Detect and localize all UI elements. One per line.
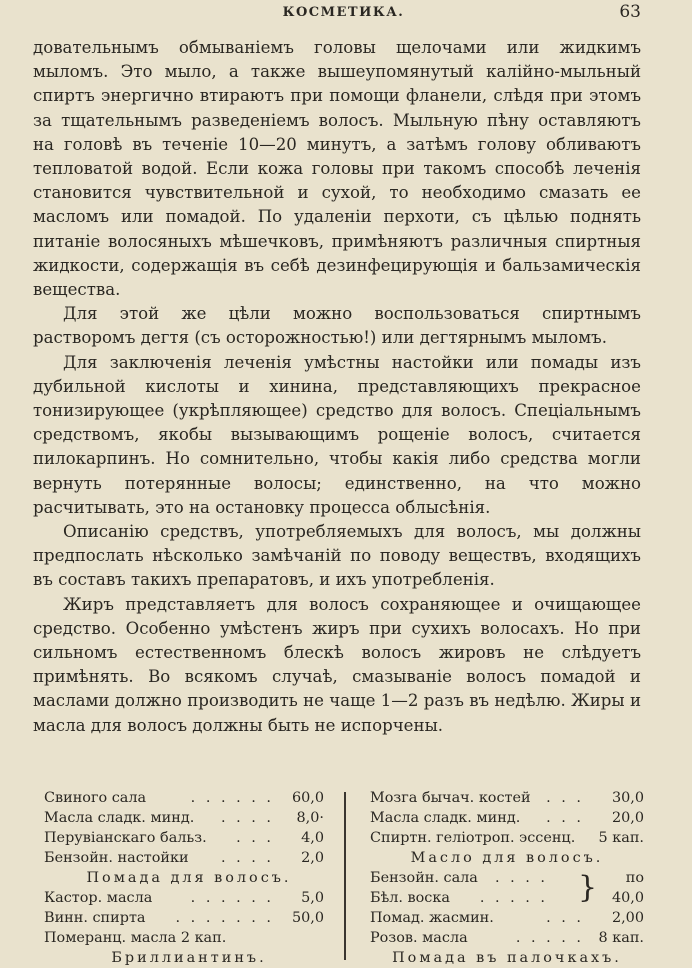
recipe-column-right bbox=[370, 788, 644, 968]
column-divider bbox=[344, 792, 346, 960]
recipe-row bbox=[44, 828, 334, 848]
leader-dots: . . . . . . bbox=[190, 790, 274, 806]
recipe-row bbox=[370, 808, 644, 828]
ingredient-amount: 8,0· bbox=[296, 810, 324, 826]
ingredient-amount: 2,0 bbox=[301, 850, 324, 866]
recipe-heading-brilliantine: Бриллиантинъ. bbox=[111, 950, 267, 966]
ingredient-amount: 40,0 bbox=[611, 890, 644, 906]
running-title: КОСМЕТИКА. bbox=[282, 5, 405, 20]
leader-dots: . . . . . bbox=[515, 930, 584, 946]
ingredient-name: Бензойн. настойки bbox=[44, 850, 189, 866]
brace-note: по bbox=[625, 870, 644, 886]
paragraph-remedies-intro: Описанію средствъ, употребляемыхъ для волосъ, мы должны предпослать нѣсколько замѣчаній по поводу веществъ, входящихъ въ составъ такихъ препаратовъ, и ихъ употребленія. bbox=[33, 522, 641, 590]
paragraph-tar: Для этой же цѣли можно воспользоваться спиртнымъ растворомъ дегтя (съ осторожностью!) или дегтярнымъ мыломъ. bbox=[33, 304, 641, 348]
ingredient-name: Померанц. масла 2 кап. bbox=[44, 930, 227, 946]
recipe-subheading: Масло для волосъ. bbox=[410, 850, 604, 866]
ingredient-name: Бензойн. сала bbox=[370, 870, 478, 886]
recipe-tables bbox=[44, 788, 644, 966]
ingredient-name: Бѣл. воска bbox=[370, 890, 450, 906]
body-text bbox=[33, 36, 641, 738]
ingredient-amount: 30,0 bbox=[611, 790, 644, 806]
page-header bbox=[46, 2, 641, 24]
ingredient-name: Помад. жасмин. bbox=[370, 910, 494, 926]
leader-dots: . . . bbox=[546, 790, 584, 806]
leader-dots: . . . . bbox=[220, 810, 274, 826]
ingredient-amount: 5,0 bbox=[301, 890, 324, 906]
recipe-row bbox=[370, 888, 644, 908]
recipe-row bbox=[370, 828, 644, 848]
ingredient-name: Масла сладк. минд. bbox=[44, 810, 195, 826]
leader-dots: . . . bbox=[236, 830, 274, 846]
ingredient-name: Мозга бычач. костей bbox=[370, 790, 531, 806]
leader-dots: . . . bbox=[546, 910, 584, 926]
recipe-column-left bbox=[44, 788, 334, 968]
ingredient-name: Масла сладк. минд. bbox=[370, 810, 521, 826]
leader-dots: . . . . bbox=[220, 850, 274, 866]
recipe-heading-pomade-sticks: Помада въ палочкахъ. bbox=[392, 950, 622, 966]
recipe-row bbox=[44, 928, 334, 948]
recipe-subheading: Помада для волосъ. bbox=[86, 870, 292, 886]
recipe-row bbox=[370, 928, 644, 948]
ingredient-amount: 20,0 bbox=[611, 810, 644, 826]
recipe-row bbox=[44, 888, 334, 908]
recipe-row bbox=[370, 788, 644, 808]
recipe-row bbox=[44, 788, 334, 808]
ingredient-amount: 8 кап. bbox=[598, 930, 644, 946]
recipe-row bbox=[370, 908, 644, 928]
ingredient-name: Спиртн. геліотроп. эссенц. bbox=[370, 830, 576, 846]
recipe-row bbox=[44, 908, 334, 928]
ingredient-name: Кастор. масла bbox=[44, 890, 153, 906]
leader-dots: . . . . . . . bbox=[175, 910, 274, 926]
leader-dots: . . . bbox=[546, 810, 584, 826]
page-number: 63 bbox=[619, 2, 641, 22]
paragraph-treatment: Для заключенія леченія умѣстны настойки или помады изъ дубильной кислоты и хинина, представляющихъ прекрасное тонизирующее (укрѣпляющее) средство для волосъ. Спеціальнымъ средствомъ, якобы вызывающимъ рощеніе волосъ, считается пилокарпинъ. Но сомнительно, чтобы какія либо средства могли вернуть потерянные волосы; единственно, на что можно расчитывать, это на остановку процесса облысѣнія. bbox=[33, 352, 641, 517]
recipe-row bbox=[44, 848, 334, 868]
ingredient-amount: 2,00 bbox=[611, 910, 644, 926]
ingredient-name: Розов. масла bbox=[370, 930, 468, 946]
ingredient-name: Перувіанскаго бальз. bbox=[44, 830, 207, 846]
ingredient-name: Винн. спирта bbox=[44, 910, 146, 926]
ingredient-amount: 50,0 bbox=[291, 910, 324, 926]
ingredient-name: Свиного сала bbox=[44, 790, 147, 806]
paragraph-fat: Жиръ представляетъ для волосъ сохраняющее и очищающее средство. Особенно умѣстенъ жиръ при сухихъ волосахъ. Но при сильномъ естественномъ блескѣ волосъ жировъ не слѣдуетъ примѣнять. Во всякомъ случаѣ, смазываніе волосъ помадой и маслами должно производить не чаще 1—2 разъ въ недѣлю. Жиры и масла для волосъ должны быть не испорчены. bbox=[33, 594, 641, 735]
leader-dots: . . . . . . bbox=[190, 890, 274, 906]
brace-icon: } bbox=[578, 870, 598, 905]
paragraph-continuation: довательнымъ обмываніемъ головы щелочами или жидкимъ мыломъ. Это мыло, а также вышеупомянутый калійно-мыльный спиртъ энергично втираютъ при помощи фланели, слѣдя при этомъ за тщательнымъ разведеніемъ волосъ. Мыльную пѣну оставляютъ на головѣ въ теченіе 10—20 минутъ, а затѣмъ голову обливаютъ тепловатой водой. Если кожа головы при такомъ способѣ леченія становится чувствительной и сухой, то необходимо смазать ее масломъ или помадой. По удаленіи перхоти, съ цѣлью поднять питаніе волосяныхъ мѣшечковъ, примѣняютъ различныя спиртныя жидкости, содержащія въ себѣ дезинфецирующія и бальзамическія вещества. bbox=[33, 38, 641, 300]
ingredient-amount: 4,0 bbox=[301, 830, 324, 846]
leader-dots: . . . . bbox=[494, 870, 548, 886]
recipe-row bbox=[44, 808, 334, 828]
leader-dots: . . . . . bbox=[479, 890, 548, 906]
ingredient-amount: 5 кап. bbox=[598, 830, 644, 846]
ingredient-amount: 60,0 bbox=[291, 790, 324, 806]
